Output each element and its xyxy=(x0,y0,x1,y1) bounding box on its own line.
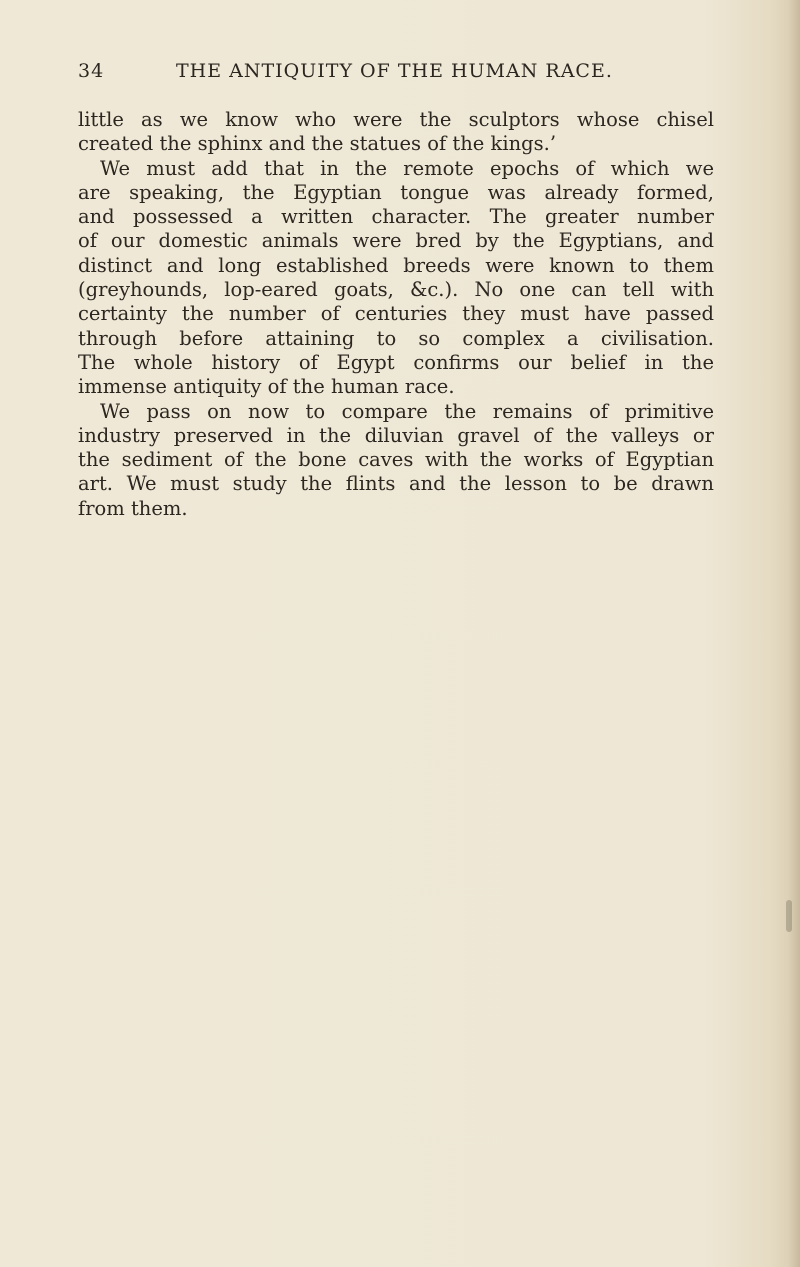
text-line: (greyhounds, lop-eared goats, &c.). No one can tell with xyxy=(78,278,714,302)
text-line: art. We must study the flints and the lesson to be drawn xyxy=(78,472,714,496)
text-line: industry preserved in the diluvian gravel of the valleys or xyxy=(78,423,714,447)
text-line: from them. xyxy=(78,496,188,520)
text-line: We pass on now to compare the remains of primitive xyxy=(100,399,714,423)
text-line: The whole history of Egypt confirms our belief in the xyxy=(78,350,714,374)
text-line: and possessed a written character. The greater number xyxy=(78,205,714,229)
text-line: distinct and long established breeds were known to them xyxy=(78,253,714,277)
text-line: created the sphinx and the statues of the kings.’ xyxy=(78,132,557,156)
page-edge-shadow xyxy=(788,0,800,1267)
running-title: THE ANTIQUITY OF THE HUMAN RACE. xyxy=(176,60,613,82)
text-line: of our domestic animals were bred by the Egyptians, and xyxy=(78,229,714,253)
body-text xyxy=(78,108,714,521)
text-line: certainty the number of centuries they must have passed xyxy=(78,302,714,326)
text-line: through before attaining to so complex a civilisation. xyxy=(78,326,714,350)
text-line: immense antiquity of the human race. xyxy=(78,375,455,399)
running-head xyxy=(78,60,718,90)
page-number: 34 xyxy=(78,60,105,82)
text-line: the sediment of the bone caves with the works of Egyptian xyxy=(78,448,714,472)
text-line: little as we know who were the sculptors whose chisel xyxy=(78,108,714,131)
text-line: We must add that in the remote epochs of which we xyxy=(100,156,714,180)
text-line: are speaking, the Egyptian tongue was already formed, xyxy=(78,180,714,204)
paper-smudge xyxy=(786,900,792,932)
